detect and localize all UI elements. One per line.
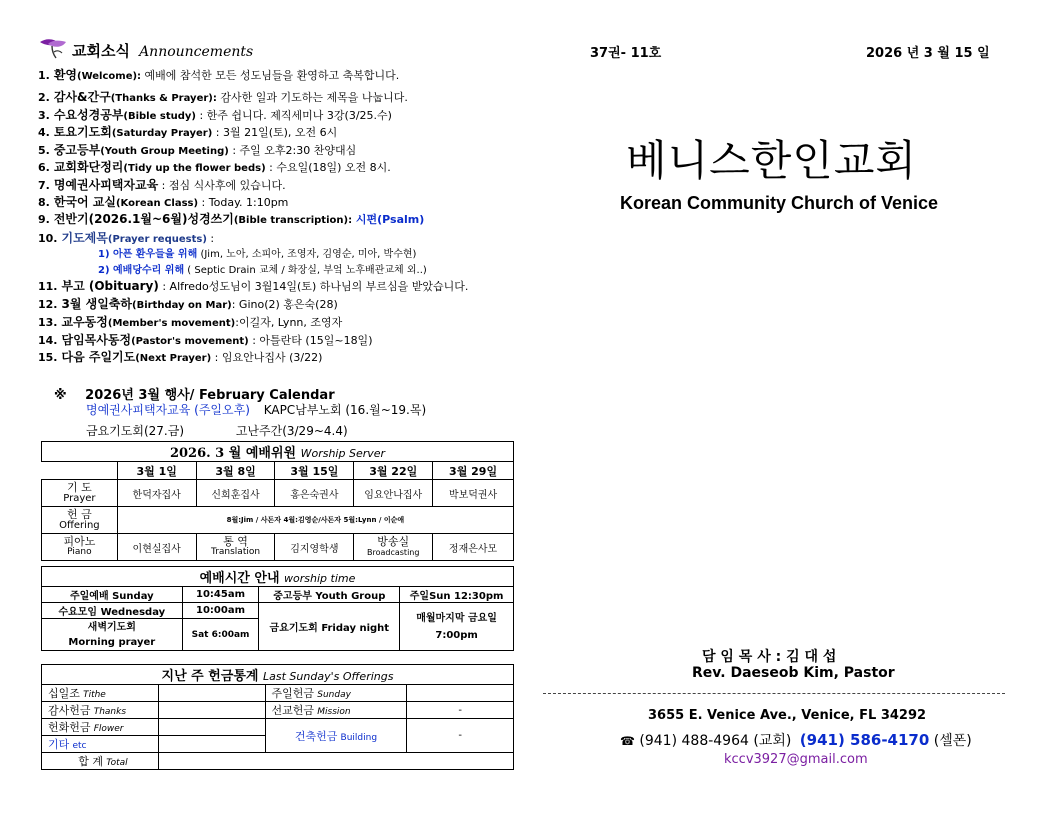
date-header: 3월 8일: [196, 462, 275, 480]
announcement-item: [38, 333, 372, 349]
offering-cell: 8월:Jim / 사돈자 4월:김영순/사돈자 5월:Lynn / 이순애: [117, 507, 513, 534]
dawn-label-cell: [42, 619, 183, 651]
announcement-label-en: (Bible study): [123, 111, 196, 122]
dawn-time: Sat 6:00am: [182, 619, 259, 651]
announcement-text: : 수요일(18일) 오전 8시.: [265, 161, 391, 174]
church-email[interactable]: kccv3927@gmail.com: [724, 752, 868, 767]
etc-value: [158, 736, 265, 753]
total-label: 합 계 Total: [42, 753, 159, 770]
broadcast-label-en: Broadcasting: [366, 548, 420, 557]
announcement-label-ko: 수요성경공부: [53, 108, 124, 122]
date-header: 3월 1일: [117, 462, 196, 480]
prayer-label-cell: [42, 480, 118, 507]
announcement-label-en: (Prayer requests): [107, 234, 207, 245]
announcement-text: :: [206, 232, 215, 245]
offerings-title: [42, 665, 514, 685]
announcement-label-ko: 한국어 교실: [53, 195, 116, 209]
announcement-item: [38, 90, 408, 106]
dawn-label-en: Morning prayer: [68, 636, 156, 648]
announcement-item: [38, 108, 392, 124]
worship-time-title-en: worship time: [284, 572, 356, 585]
phone-cell: (941) 586-4170: [799, 731, 930, 749]
friday-label: 금요기도회 Friday night: [259, 603, 400, 651]
announcement-item: [38, 350, 322, 366]
announcement-label-en: (Tidy up the flower beds): [123, 163, 266, 174]
calendar-title-text: 2026년 3월 행사/ February Calendar: [85, 388, 335, 403]
thanks-label: 감사헌금 Thanks: [42, 702, 159, 719]
announcement-item: [38, 231, 214, 247]
announcement-label-ko: 감사&간구: [53, 90, 111, 104]
calendar-item-2: KAPC남부노회 (16.월~19.목): [263, 403, 427, 417]
announcement-text: : 아틀란타 (15일~18일): [248, 334, 373, 347]
announcement-item: [38, 315, 342, 331]
mission-label: 선교헌금 Mission: [265, 702, 407, 719]
prayer-label-en: Prayer: [63, 493, 96, 504]
piano-label: 피아노: [63, 535, 96, 548]
announcement-label-ko: 명예권사피택자교육: [53, 178, 159, 192]
announcement-label-ko: 부고 (Obituary): [61, 279, 159, 293]
announcement-item: [38, 297, 338, 313]
announcement-number: 4.: [38, 126, 50, 139]
announcement-text: : 3월 21일(토), 오전 6시: [212, 126, 338, 139]
offering-label-en: Offering: [59, 520, 100, 531]
announcement-text: : 임요안나집사 (3/22): [211, 351, 323, 364]
announcement-number: 11.: [38, 280, 58, 293]
announcement-label-ko: 토요기도회: [53, 125, 112, 139]
announcement-number: 14.: [38, 334, 58, 347]
announcement-item: [38, 212, 424, 228]
offerings-title-en: Last Sunday's Offerings: [263, 670, 394, 683]
announcement-text: : 점심 식사후에 있습니다.: [158, 179, 286, 192]
announcement-item: [38, 125, 337, 141]
announcement-text: 예배에 참석한 모든 성도님들을 환영하고 축복합니다.: [141, 69, 400, 82]
corner-cell: [42, 462, 118, 480]
piano-label-en: Piano: [67, 547, 92, 557]
prayer-cell: 홍은숙권사: [275, 480, 354, 507]
announcement-text: : 한주 쉽니다. 제직세미나 3강(3/25.수): [195, 109, 392, 122]
calendar-mark: ※: [54, 388, 67, 403]
broadcast-cell: 정재은사모: [433, 534, 514, 561]
header-title-en: Announcements: [139, 44, 254, 60]
worship-server-title-ko: 2026. 3 월 예배위원: [169, 446, 297, 461]
telephone-icon: ☎: [620, 734, 635, 748]
tithe-value: [158, 685, 265, 702]
pastor-ko: 담 임 목 사 : 김 대 섭: [702, 649, 837, 665]
announcement-number: 9.: [38, 213, 50, 226]
announcement-number: 7.: [38, 179, 50, 192]
announcement-text: :이길자, Lynn, 조영자: [235, 316, 343, 329]
announcement-number: 13.: [38, 316, 58, 329]
announcement-label-ko: 다음 주일기도: [61, 350, 136, 364]
pastor-en: Rev. Daeseob Kim, Pastor: [692, 665, 895, 681]
date-header: 3월 15일: [275, 462, 354, 480]
church-name-en: Korean Community Church of Venice: [620, 193, 939, 213]
announcement-label-ko: 기도제목: [61, 231, 108, 245]
announcement-item: [38, 68, 399, 84]
announcement-number: 5.: [38, 144, 50, 157]
church-name-ko: 베니스한인교회: [626, 136, 918, 185]
total-value: [158, 753, 513, 770]
announcement-item: [38, 195, 288, 211]
sunday-offering-value: [407, 685, 514, 702]
worship-time-table: [41, 566, 514, 651]
calendar-item-3: 금요기도회(27.금): [86, 424, 184, 438]
announcement-label-en: (Bible transcription):: [233, 215, 353, 226]
broadcast-label-cell: [354, 534, 433, 561]
offering-label: 헌 금: [67, 508, 92, 521]
piano-label-cell: [42, 534, 118, 561]
announcement-label-ko: 3월 생일축하: [61, 297, 132, 311]
prayer-request-label: 1) 아픈 환우들을 위해: [98, 249, 198, 260]
phone-church: (941) 488-4964 (교회): [639, 733, 792, 749]
announcement-label: [54, 195, 198, 209]
wednesday-time: 10:00am: [182, 603, 259, 619]
announcement-label-ko: 환영: [53, 68, 78, 82]
announcement-label-en: (Saturday Prayer): [111, 128, 213, 139]
announcement-text: 감사한 일과 기도하는 제목을 나눕니다.: [216, 91, 408, 104]
friday-time-label: 매월마지막 금요일: [416, 612, 497, 624]
announcement-item: [38, 160, 391, 176]
announcement-label-en: (Next Prayer): [135, 353, 212, 364]
prayer-cell: 박보덕권사: [433, 480, 514, 507]
translation-label-cell: [196, 534, 275, 561]
announcement-label: [54, 125, 212, 139]
announcement-number: 10.: [38, 232, 58, 245]
bulletin-date: 2026 년 3 월 15 일: [866, 46, 990, 61]
flower-value: [158, 719, 265, 736]
offerings-table: [41, 664, 514, 770]
announcement-number: 2.: [38, 91, 50, 104]
announcement-label-ko: 중고등부: [53, 143, 101, 157]
translation-cell: 김지영학생: [275, 534, 354, 561]
offerings-title-ko: 지난 주 헌금통계: [161, 669, 259, 684]
prayer-request-label: 2) 예배당수리 위해: [98, 265, 185, 276]
worship-server-title: [42, 442, 514, 462]
translation-label: 통 역: [223, 535, 248, 548]
broadcast-label: 방송실: [377, 535, 410, 548]
calendar-item-1: 명예권사피택자교육 (주일오후): [86, 403, 250, 417]
announcement-number: 6.: [38, 161, 50, 174]
announcement-label-en: (Korean Class): [115, 198, 199, 209]
announcement-number: 3.: [38, 109, 50, 122]
announcement-label: [62, 279, 159, 293]
worship-time-title: [42, 567, 514, 587]
announcement-label-en: (Welcome):: [77, 71, 142, 82]
mission-value: -: [407, 702, 514, 719]
announcement-number: 12.: [38, 298, 58, 311]
flower-icon: [38, 36, 68, 60]
announcement-label: [54, 160, 266, 174]
announcement-item: [38, 143, 356, 159]
announcement-label-ko: 담임목사동정: [61, 333, 132, 347]
announcement-text: : Today. 1:10pm: [198, 196, 289, 209]
announcement-label-ko: 교회화단정리: [53, 160, 124, 174]
friday-time-cell: [400, 603, 514, 651]
announcement-label-ko: 교우동정: [61, 315, 108, 329]
announcement-label: [54, 178, 158, 192]
announcement-label-en: (Thanks & Prayer):: [110, 93, 217, 104]
etc-label: 기타 etc: [42, 736, 159, 753]
announcement-label-en: (Birthday on Mar): [132, 300, 232, 311]
announcement-text: : Alfredo성도님이 3월14일(토) 하나님의 부르심을 받았습니다.: [158, 280, 469, 293]
prayer-cell: 임요안나집사: [354, 480, 433, 507]
announcement-label: [62, 350, 212, 364]
calendar-line2: [86, 422, 348, 439]
prayer-request-item: [98, 248, 416, 262]
youth-time: 주일Sun 12:30pm: [400, 587, 514, 603]
announcement-number: 15.: [38, 351, 58, 364]
announcement-text: : Gino(2) 홍은숙(28): [231, 298, 338, 311]
offering-label-cell: [42, 507, 118, 534]
worship-server-title-en: Worship Server: [300, 447, 386, 460]
announcement-label: [62, 315, 236, 329]
phone-cell-label: (셀폰): [933, 733, 972, 749]
church-phone-line: [620, 730, 972, 750]
tithe-label: 십일조 Tithe: [42, 685, 159, 702]
flower-label: 헌화헌금 Flower: [42, 719, 159, 736]
announcement-text: : 주일 오후2:30 찬양대심: [228, 144, 357, 157]
announcement-label: [62, 297, 232, 311]
header-title: [72, 40, 253, 61]
thanks-value: [158, 702, 265, 719]
prayer-cell: 신희훈집사: [196, 480, 275, 507]
wednesday-label: 수요모임 Wednesday: [42, 603, 183, 619]
volume-number: 37권- 11호: [590, 46, 662, 61]
calendar-item-4: 고난주간(3/29~4.4): [235, 424, 348, 438]
announcement-number: 8.: [38, 196, 50, 209]
header-title-ko: 교회소식: [72, 42, 130, 60]
building-value: -: [407, 719, 514, 753]
announcement-number: 1.: [38, 69, 50, 82]
prayer-request-text: (Jim, 노아, 소피아, 조영자, 김영순, 미아, 박수현): [197, 249, 417, 260]
sunday-time: 10:45am: [182, 587, 259, 603]
sunday-offering-label: 주일헌금 Sunday: [265, 685, 407, 702]
calendar-line1: [86, 401, 426, 418]
announcement-label: [54, 212, 352, 226]
worship-server-table: [41, 441, 514, 561]
friday-time: 7:00pm: [435, 629, 478, 641]
date-header: 3월 22일: [354, 462, 433, 480]
youth-label: 중고등부 Youth Group: [259, 587, 400, 603]
translation-label-en: Translation: [211, 547, 261, 557]
announcement-text: 시편(Psalm): [352, 213, 425, 226]
announcement-label-en: (Member's movement): [107, 318, 236, 329]
announcement-label: [54, 90, 217, 104]
church-address: 3655 E. Venice Ave., Venice, FL 34292: [648, 708, 927, 723]
announcement-label: [62, 231, 207, 245]
building-label: 건축헌금 Building: [265, 719, 407, 753]
announcement-label: [54, 143, 229, 157]
announcement-item: [38, 178, 286, 194]
worship-time-title-ko: 예배시간 안내: [199, 571, 280, 586]
announcement-label: [62, 333, 249, 347]
prayer-label: 기 도: [67, 481, 92, 494]
prayer-request-item: [98, 264, 427, 278]
announcement-label: [54, 68, 141, 82]
sunday-label: 주일예배 Sunday: [42, 587, 183, 603]
announcement-label: [54, 108, 196, 122]
header-icon-wrap: [38, 36, 68, 60]
announcement-item: [38, 279, 468, 295]
prayer-request-text: ( Septic Drain 교체 / 화장실, 부엌 노후배관교체 외..): [184, 265, 427, 276]
divider: [543, 693, 1005, 694]
piano-cell: 이현실집사: [117, 534, 196, 561]
announcement-label-ko: 전반기(2026.1월~6월)성경쓰기: [53, 212, 234, 226]
announcement-label-en: (Youth Group Meeting): [100, 146, 229, 157]
date-header: 3월 29일: [433, 462, 514, 480]
announcement-label-en: (Pastor's movement): [131, 336, 249, 347]
dawn-label: 새벽기도회: [87, 621, 136, 633]
prayer-cell: 한덕자집사: [117, 480, 196, 507]
